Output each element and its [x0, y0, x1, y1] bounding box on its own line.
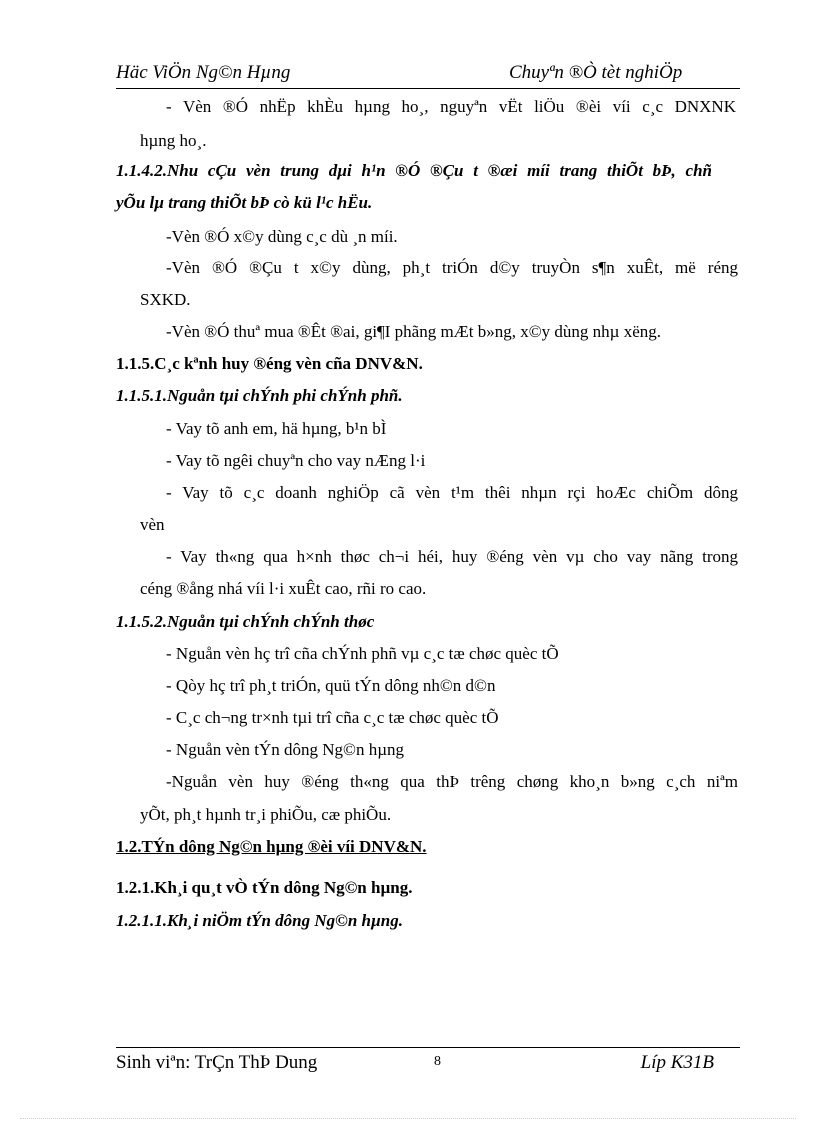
- section-heading: 1.2.1.1.Kh¸i niÖm tÝn dông Ng©n hµng.: [116, 911, 404, 930]
- paragraph-line: - Vèn ®Ó nhËp khÈu hµng ho¸, nguyªn vËt liÖu ®èi víi c¸c DNXNK: [166, 97, 736, 116]
- paragraph-line: - Nguån vèn tÝn dông Ng©n hµng: [166, 740, 405, 759]
- section-heading: 1.1.5.2.Nguån tµi chÝnh chÝnh thøc: [116, 612, 375, 631]
- paragraph-line: -Vèn ®Ó x©y dùng c¸c dù ¸n míi.: [166, 227, 398, 246]
- paragraph-line: vèn: [140, 515, 165, 534]
- section-heading: 1.1.5.C¸c kªnh huy ®éng vèn cña DNV&N.: [116, 354, 423, 373]
- page-bottom-divider: [20, 1118, 796, 1119]
- paragraph-line: - Nguån vèn hç trî cña chÝnh phñ vµ c¸c tæ chøc quèc tÕ: [166, 644, 559, 663]
- paragraph-line: - Vay tõ anh em, hä hµng, b¹n bÌ: [166, 419, 387, 438]
- paragraph-line: -Vèn ®Ó thuª mua ®Êt ®ai, gi¶I phãng mÆt b»ng, x©y dùng nhµ xëng.: [166, 322, 662, 341]
- paragraph-line: hµng ho¸.: [140, 131, 207, 150]
- section-heading: 1.1.4.2.Nhu cÇu vèn trung dµi h¹n ®Ó ®Çu t ®æi míi trang thiÕt bÞ, chñ: [116, 161, 712, 180]
- page-footer: [116, 1047, 740, 1078]
- section-heading: 1.2.TÝn dông Ng©n hµng ®èi víi DNV&N.: [116, 837, 427, 856]
- page-number: 8: [434, 1054, 441, 1069]
- section-heading: yÕu lµ trang thiÕt bÞ cò kü l¹c hËu.: [116, 193, 373, 212]
- paragraph-line: -Vèn ®Ó ®Çu t x©y dùng, ph¸t triÓn d©y truyÒn s¶n xuÊt, më réng: [166, 258, 738, 277]
- paragraph-line: - Qòy hç trî ph¸t triÓn, quü tÝn dông nh©n d©n: [166, 676, 496, 695]
- header-institution: Häc ViÖn Ng©n Hµng: [116, 62, 291, 83]
- paragraph-line: - Vay th«ng qua h×nh thøc ch¬i héi, huy ®éng vèn vµ cho vay nãng trong: [166, 547, 738, 566]
- paragraph-line: -Nguån vèn huy ®éng th«ng qua thÞ trêng chøng kho¸n b»ng c¸ch niªm: [166, 772, 738, 791]
- paragraph-line: - C¸c ch¬ng tr×nh tµi trî cña c¸c tæ chøc quèc tÕ: [166, 708, 499, 727]
- paragraph-line: - Vay tõ c¸c doanh nghiÖp cã vèn t¹m thêi nhµn rçi hoÆc chiÕm dông: [166, 483, 738, 502]
- header-doc-type: Chuyªn ®Ò tèt nghiÖp: [509, 62, 683, 83]
- paragraph-line: - Vay tõ ngêi chuyªn cho vay nÆng l·i: [166, 451, 426, 470]
- section-heading: 1.1.5.1.Nguån tµi chÝnh phi chÝnh phñ.: [116, 386, 403, 405]
- section-heading: 1.2.1.Kh¸i qu¸t vÒ tÝn dông Ng©n hµng.: [116, 878, 413, 897]
- paragraph-line: céng ®ång nhá víi l·i xuÊt cao, rñi ro cao.: [140, 579, 427, 598]
- paragraph-line: SXKD.: [140, 290, 191, 309]
- footer-class: Líp K31B: [640, 1052, 714, 1073]
- page-header: [116, 60, 740, 89]
- footer-student: Sinh viªn: TrÇn ThÞ Dung: [116, 1052, 318, 1073]
- paragraph-line: yÕt, ph¸t hµnh tr¸i phiÕu, cæ phiÕu.: [140, 805, 392, 824]
